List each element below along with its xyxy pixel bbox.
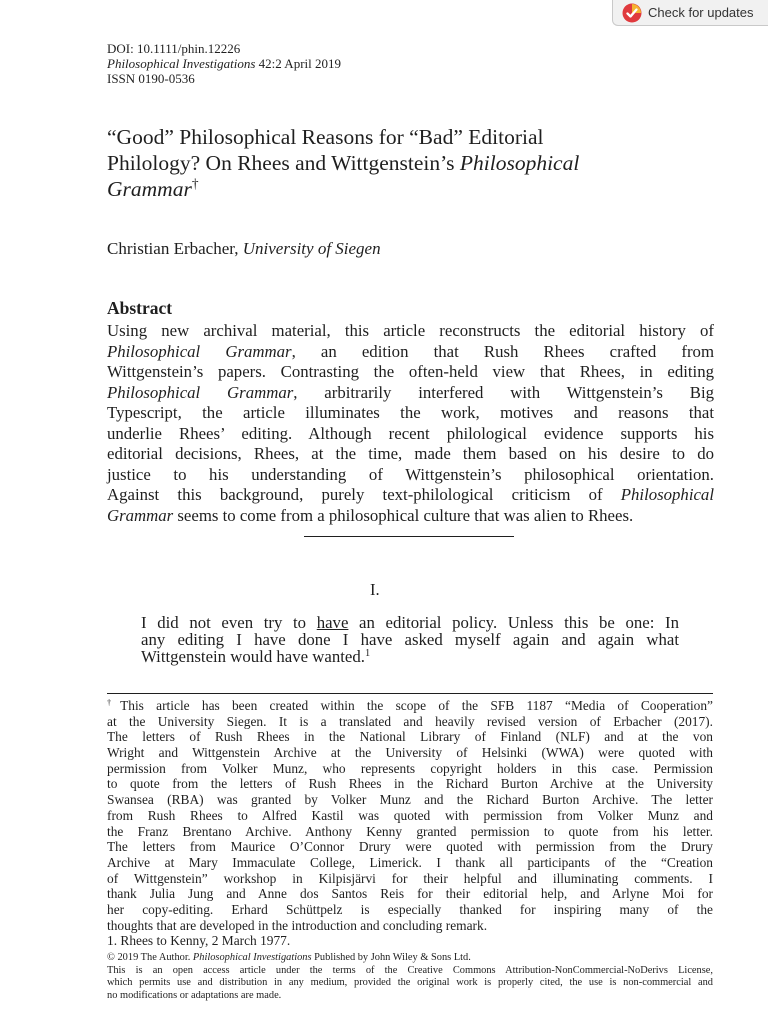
- footnote-text: This article has been created within the scope of the SFB 1187 “Media of Cooperation”: [120, 698, 713, 713]
- title-line-2-text: Philology? On Rhees and Wittgenstein’s: [107, 151, 460, 175]
- title-line-2: [107, 150, 707, 176]
- footer-text: © 2019 The Author.: [107, 952, 193, 963]
- footnote-text: thoughts that are developed in the introduction and concluding remark.: [107, 917, 488, 933]
- footer-line: [107, 952, 713, 965]
- footnote-text: The letters of Rush Rhees in the National Library of Finland (NLF) and at the von: [107, 729, 713, 745]
- quote-text: I did not even try to: [141, 613, 317, 632]
- footnote-line: [107, 776, 713, 792]
- footnote-text: of Wittgenstein” workshop in Kilpisjärvi for their helpful and illuminating comments. I: [107, 870, 713, 886]
- footnote-line: [107, 729, 713, 745]
- abstract-line: Typescript, the article illuminates the work, motives and reasons that: [107, 403, 714, 422]
- footnote-line: [107, 824, 713, 840]
- abstract-italic: Philosophical Grammar: [107, 341, 292, 361]
- abstract-italic: Grammar: [107, 505, 174, 525]
- footnote-line: [107, 714, 713, 730]
- title-line-2-italic: Philosophical: [459, 151, 580, 175]
- abstract-text: Against this background, purely text-philological criticism of: [107, 485, 621, 504]
- abstract-line: [107, 342, 714, 363]
- block-quote: [141, 614, 679, 665]
- footnotes: [107, 698, 713, 949]
- footnote-text: the Franz Brentano Archive. Anthony Kenny granted permission to quote from his letter.: [107, 823, 713, 839]
- check-for-updates-button[interactable]: [612, 0, 768, 26]
- abstract-body: [107, 321, 714, 526]
- footnote-text: her copy-editing. Erhard Schüttpelz is especially thanked for inspiring many of the: [107, 901, 713, 917]
- footnote-line: [107, 745, 713, 761]
- title-dagger: †: [191, 176, 199, 192]
- footnote-line: [107, 792, 713, 808]
- doi: DOI: 10.1111/phin.12226: [107, 41, 241, 56]
- quote-underlined: have: [316, 613, 349, 632]
- footer-text: Published by John Wiley & Sons Ltd.: [311, 952, 471, 963]
- footnote-line: [107, 902, 713, 918]
- footnote-text: Archive at Mary Immaculate College, Limerick. I thank all participants of the “Creation: [107, 854, 713, 870]
- abstract-italic: Philosophical: [620, 485, 714, 504]
- journal-name: Philosophical Investigations: [107, 56, 256, 71]
- footnote-line: [107, 855, 713, 871]
- author-affiliation: University of Siegen: [242, 239, 381, 258]
- footer-line: This is an open access article under the terms of the Creative Commons Attribution-NonCommercial-NoDerivs License,: [107, 964, 713, 976]
- abstract-text: , an edition that Rush Rhees crafted from: [291, 341, 714, 361]
- abstract-line: [107, 506, 714, 527]
- issue-date: 42:2 April 2019: [255, 56, 341, 71]
- article-metadata: [107, 41, 341, 86]
- title-line-3-italic: Grammar: [107, 177, 192, 201]
- footnote-1: 1. Rhees to Kenny, 2 March 1977.: [107, 933, 291, 949]
- title-line-1: “Good” Philosophical Reasons for “Bad” Editorial: [107, 125, 544, 149]
- journal-issue: [107, 56, 341, 71]
- footnote-line: [107, 886, 713, 902]
- check-for-updates-label: Check for updates: [648, 5, 754, 20]
- abstract-line: Using new archival material, this article reconstructs the editorial history of: [107, 321, 714, 340]
- footer-line: no modifications or adaptations are made.: [107, 989, 282, 1001]
- license-footer: [107, 952, 713, 1002]
- footnote-text: Wright and Wittgenstein Archive at the University of Helsinki (WWA) were quoted with: [107, 745, 713, 761]
- footnote-text: permission from Volker Munz, who represents copyright holders in this case. Permission: [107, 760, 713, 776]
- quote-text: Wittgenstein would have wanted.: [141, 647, 365, 666]
- footnote-line: [107, 698, 713, 714]
- abstract-text: seems to come from a philosophical culture that was alien to Rhees.: [173, 505, 634, 525]
- footnote-line: [107, 918, 713, 934]
- abstract-heading: Abstract: [107, 298, 173, 318]
- article-title: [107, 124, 707, 202]
- section-divider: [304, 536, 514, 537]
- footnote-text: thank Julia Jung and Anne dos Santos Reis for their editorial help, and Arlyne Moi for: [107, 886, 713, 902]
- footer-line: which permits use and distribution in any medium, provided the original work is properly cited, the use is non-commercial and: [107, 977, 713, 989]
- quote-line: any editing I have done I have asked myself again and again what: [141, 630, 679, 649]
- crossmark-icon: [622, 3, 642, 23]
- abstract-line: [107, 485, 714, 506]
- quote-line: [141, 614, 679, 631]
- footnote-text: to quote from the letters of Rush Rhees in the Richard Burton Archive at the University: [107, 776, 713, 792]
- footnote-text: Swansea (RBA) was granted by Volker Munz and the Richard Burton Archive. The letter: [107, 792, 713, 808]
- abstract-line: editorial decisions, Rhees, at the time, made them based on his desire to do: [107, 444, 714, 463]
- abstract-line: Wittgenstein’s papers. Contrasting the often-held view that Rhees, in editing: [107, 362, 714, 381]
- abstract-italic: Philosophical Grammar: [107, 382, 294, 402]
- footnote-text: The letters from Maurice O’Connor Drury were quoted with permission from the Drury: [107, 839, 713, 855]
- footnote-text: at the University Siegen. It is a translated and heavily revised version of Erbacher (2017).: [107, 713, 713, 729]
- footnote-rule: [107, 693, 713, 694]
- footnote-dagger: †: [107, 698, 121, 708]
- abstract-text: , arbitrarily interfered with Wittgenstein’s Big: [293, 382, 714, 402]
- footnote-line: [107, 839, 713, 855]
- section-number: I.: [370, 580, 380, 599]
- footnote-line: [107, 808, 713, 824]
- quote-line: [141, 648, 679, 665]
- abstract-line: [107, 383, 714, 404]
- quote-text: an editorial policy. Unless this be one: In: [348, 613, 679, 632]
- footnote-line: [107, 871, 713, 887]
- footnote-ref[interactable]: 1: [364, 647, 371, 659]
- issn: ISSN 0190-0536: [107, 71, 195, 86]
- footer-journal: Philosophical Investigations: [192, 952, 312, 963]
- abstract-line: justice to his understanding of Wittgenstein’s philosophical orientation.: [107, 464, 714, 484]
- title-line-3: [107, 176, 707, 202]
- author-line: [107, 239, 381, 259]
- footnote-text: from Rush Rhees to Alfred Kastil was quoted with permission from Volker Munz and: [107, 807, 713, 823]
- author-name: Christian Erbacher,: [107, 239, 239, 258]
- abstract-line: underlie Rhees’ editing. Although recent philological evidence supports his: [107, 423, 714, 443]
- footnote-line: [107, 761, 713, 777]
